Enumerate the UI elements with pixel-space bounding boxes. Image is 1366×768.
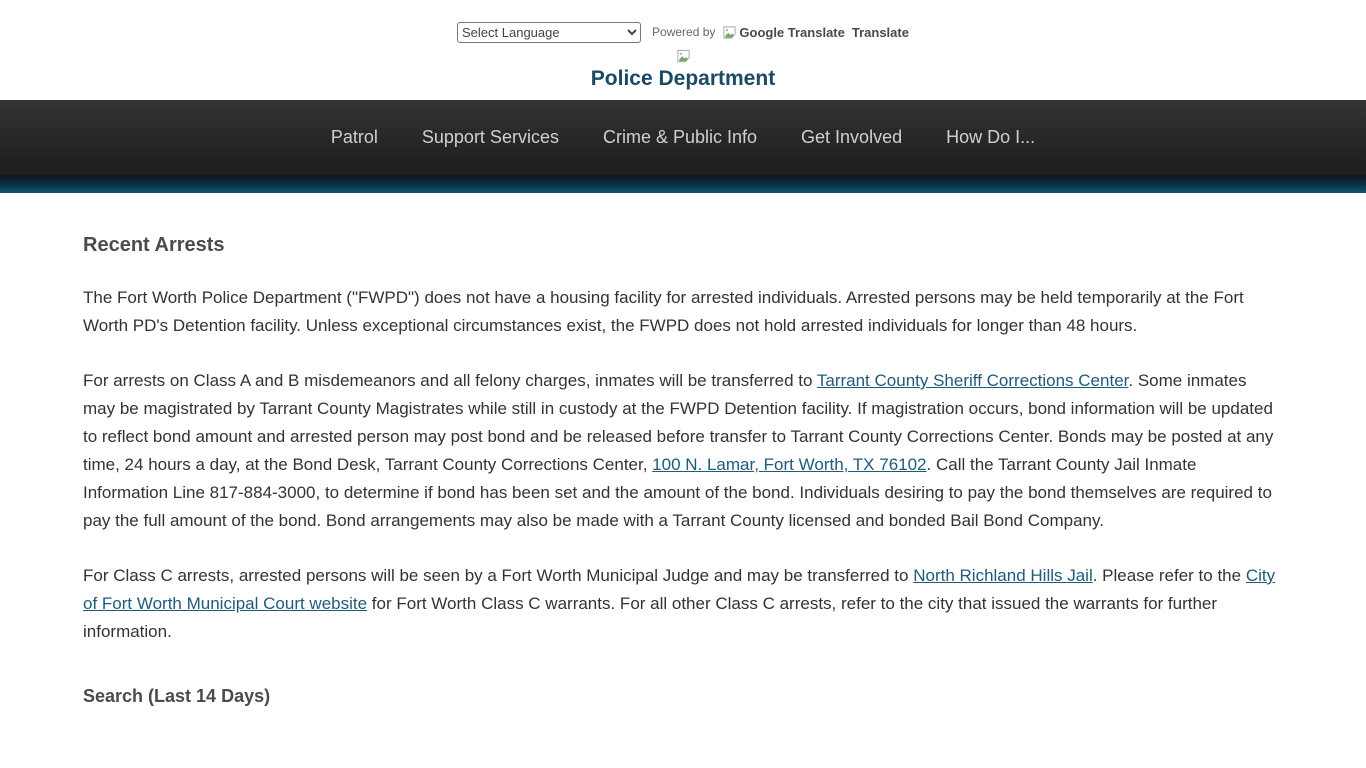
google-translate-link[interactable] [722,25,844,40]
nav-item-crime-public-info[interactable]: Crime & Public Info [602,127,758,147]
powered-by-label: Powered by [652,25,716,39]
teal-accent-strip [0,175,1366,193]
page-title: Police Department [590,67,776,90]
broken-image-icon [722,25,737,40]
department-logo-broken-image-icon [676,48,691,64]
language-select[interactable] [457,22,641,43]
google-translate-alt-text: Google Translate [739,24,845,40]
translate-button[interactable]: Translate [851,24,909,40]
nav-item-support-services[interactable]: Support Services [421,127,559,147]
nav-item-get-involved[interactable]: Get Involved [801,127,903,147]
main-content [0,234,1366,707]
paragraph-class-c-arrests: For Class C arrests, arrested persons will be seen by a Fort Worth Municipal Judge and may be transferred to North Richland Hills Jail. Please refer to the City of Fort Worth Municipal Court website for Fort Worth Class C warrants. For all other Class C arrests, refer to the city that issued the warrants for further information. [83,566,1276,641]
paragraph-housing-facility: The Fort Worth Police Department ("FWPD") does not have a housing facility for arrested individuals. Arrested persons may be held temporarily at the Fort Worth PD's Detention facility. Unless exceptional circumstances exist, the FWPD does not hold arrested individuals for longer than 48 hours. [83,288,1244,335]
inline-link[interactable]: 100 N. Lamar, Fort Worth, TX 76102 [652,455,927,474]
translate-bar [0,0,1366,42]
search-last-14-days-heading: Search (Last 14 Days) [83,686,271,706]
main-navbar [0,100,1366,175]
recent-arrests-heading: Recent Arrests [83,234,225,256]
inline-link[interactable]: City of Fort Worth Municipal Court website [83,566,1276,613]
nav-item-how-do-i[interactable]: How Do I... [946,127,1036,147]
paragraph-class-a-b-arrests: For arrests on Class A and B misdemeanors and all felony charges, inmates will be transferred to Tarrant County Sheriff Corrections Center. Some inmates may be magistrated by Tarrant County Magistrates while still in custody at the FWPD Detention facility. If magistration occurs, bond information will be updated to reflect bond amount and arrested person may post bond and be released before transfer to Tarrant County Corrections Center. Bonds may be posted at any time, 24 hours a day, at the Bond Desk, Tarrant County Corrections Center, 100 N. Lamar, Fort Worth, TX 76102. Call the Tarrant County Jail Inmate Information Line 817-884-3000, to determine if bond has been set and the amount of the bond. Individuals desiring to pay the bond themselves are required to pay the full amount of the bond. Bond arrangements may also be made with a Tarrant County licensed and bonded Bail Bond Company. [83,371,1274,530]
nav-item-patrol[interactable]: Patrol [330,127,378,147]
inline-link[interactable]: Tarrant County Sheriff Corrections Center [816,371,1129,390]
inline-link[interactable]: North Richland Hills Jail [913,566,1093,585]
